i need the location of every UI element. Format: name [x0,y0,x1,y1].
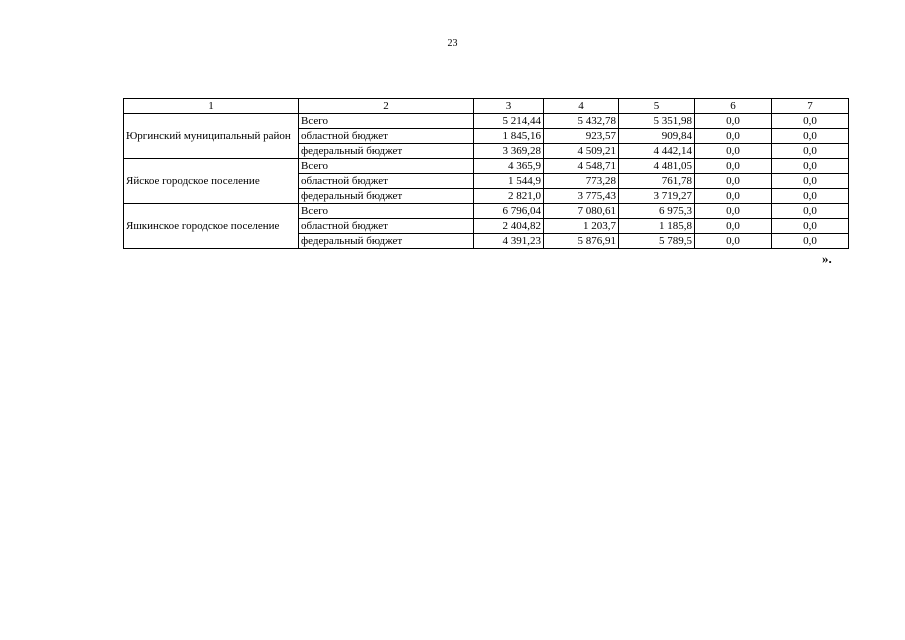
value-cell: 4 391,23 [474,234,544,249]
value-cell: 0,0 [695,189,772,204]
value-cell: 3 775,43 [544,189,619,204]
budget-type: областной бюджет [299,129,474,144]
value-cell: 0,0 [695,204,772,219]
value-cell: 5 876,91 [544,234,619,249]
budget-type: федеральный бюджет [299,144,474,159]
value-cell: 1 845,16 [474,129,544,144]
header-cell-1: 1 [124,99,299,114]
region-name: Юргинский муниципальный район [124,114,299,159]
budget-type: федеральный бюджет [299,234,474,249]
closing-quote-mark: ». [822,251,832,266]
header-cell-6: 6 [695,99,772,114]
value-cell: 909,84 [619,129,695,144]
value-cell: 0,0 [695,174,772,189]
value-cell: 3 369,28 [474,144,544,159]
value-cell: 0,0 [772,234,849,249]
value-cell: 1 544,9 [474,174,544,189]
value-cell: 2 404,82 [474,219,544,234]
value-cell: 773,28 [544,174,619,189]
table-row [124,204,849,219]
budget-type: областной бюджет [299,174,474,189]
value-cell: 5 432,78 [544,114,619,129]
value-cell: 3 719,27 [619,189,695,204]
region-name: Яшкинское городское поселение [124,204,299,249]
value-cell: 4 365,9 [474,159,544,174]
budget-type: Всего [299,159,474,174]
value-cell: 1 185,8 [619,219,695,234]
header-cell-3: 3 [474,99,544,114]
value-cell: 4 509,21 [544,144,619,159]
value-cell: 0,0 [772,204,849,219]
value-cell: 923,57 [544,129,619,144]
header-cell-4: 4 [544,99,619,114]
value-cell: 2 821,0 [474,189,544,204]
budget-type: областной бюджет [299,219,474,234]
table-row [124,114,849,129]
value-cell: 0,0 [772,219,849,234]
value-cell: 0,0 [772,174,849,189]
value-cell: 0,0 [772,129,849,144]
value-cell: 5 789,5 [619,234,695,249]
value-cell: 6 796,04 [474,204,544,219]
header-cell-7: 7 [772,99,849,114]
value-cell: 0,0 [695,114,772,129]
header-cell-5: 5 [619,99,695,114]
value-cell: 0,0 [695,129,772,144]
budget-table [123,98,849,249]
value-cell: 1 203,7 [544,219,619,234]
table-row [124,159,849,174]
value-cell: 0,0 [772,159,849,174]
value-cell: 7 080,61 [544,204,619,219]
header-cell-2: 2 [299,99,474,114]
value-cell: 6 975,3 [619,204,695,219]
value-cell: 761,78 [619,174,695,189]
region-name: Яйское городское поселение [124,159,299,204]
value-cell: 0,0 [695,144,772,159]
value-cell: 0,0 [772,144,849,159]
value-cell: 0,0 [695,234,772,249]
value-cell: 0,0 [772,189,849,204]
value-cell: 5 351,98 [619,114,695,129]
value-cell: 5 214,44 [474,114,544,129]
value-cell: 0,0 [695,159,772,174]
value-cell: 4 548,71 [544,159,619,174]
value-cell: 4 481,05 [619,159,695,174]
value-cell: 0,0 [695,219,772,234]
budget-type: Всего [299,114,474,129]
header-row [124,99,849,114]
budget-type: Всего [299,204,474,219]
value-cell: 0,0 [772,114,849,129]
budget-type: федеральный бюджет [299,189,474,204]
page-number: 23 [447,38,458,49]
value-cell: 4 442,14 [619,144,695,159]
